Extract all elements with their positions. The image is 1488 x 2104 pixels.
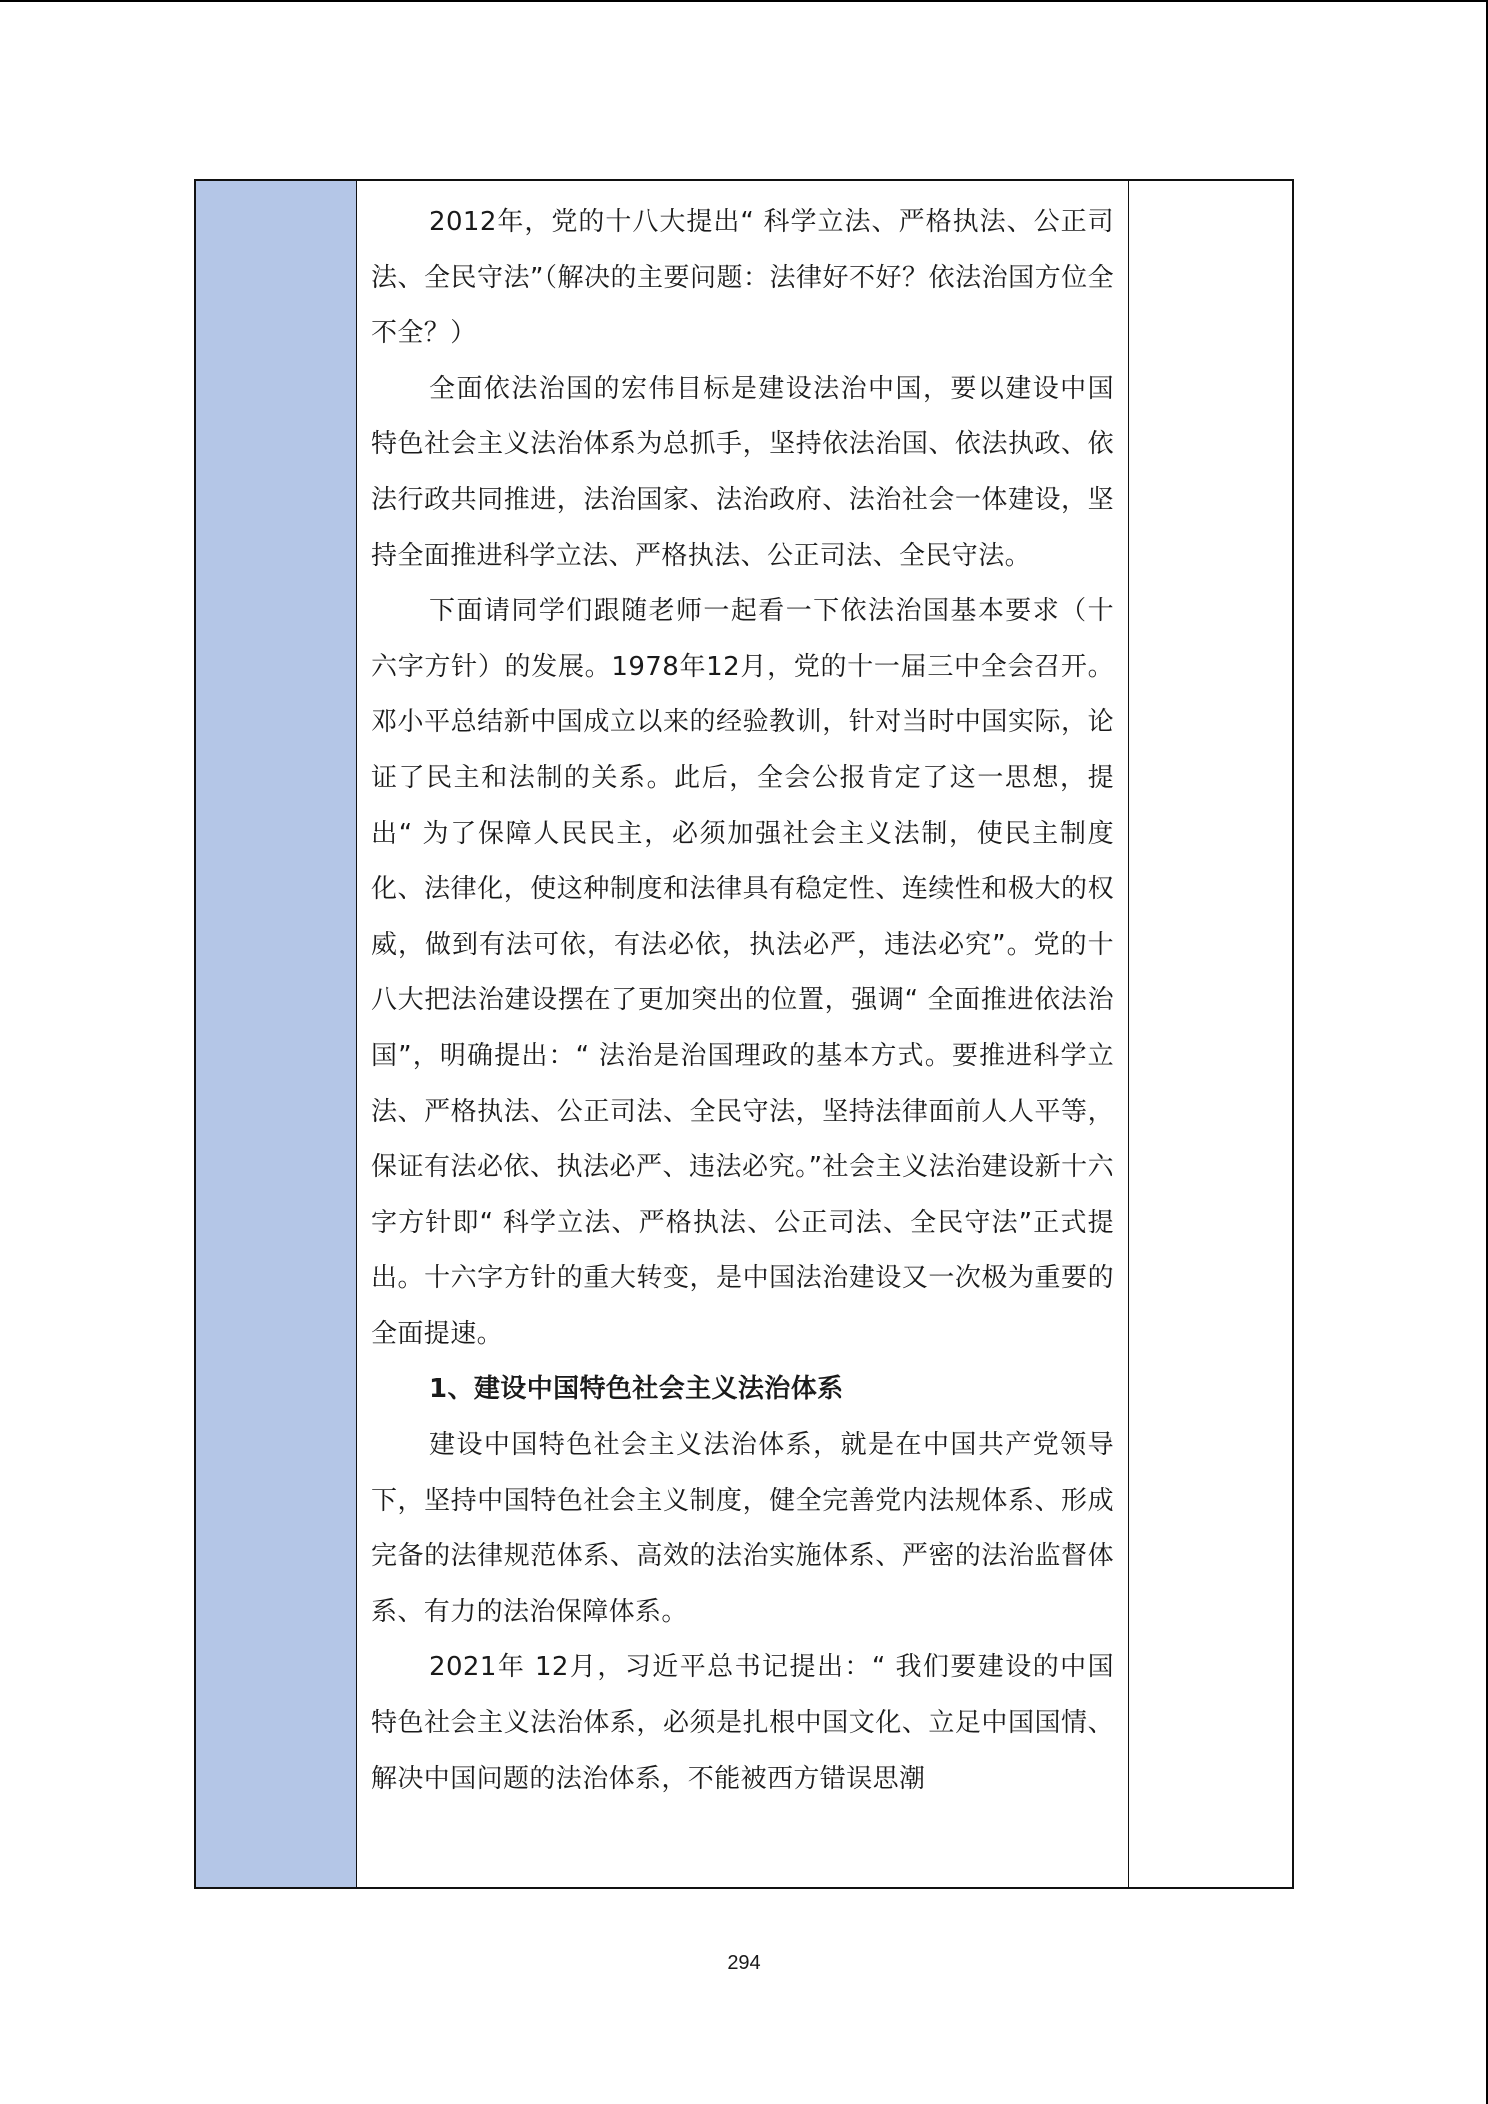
paragraph-sixteen-character-policy: 下面请同学们跟随老师一起看一下依法治国基本要求（十六字方针）的发展。1978年12月，党的十一届三中全会召开。邓小平总结新中国成立以来的经验教训，针对当时中国实际，论证了民主和法制的关系。此后，全会公报肯定了这一思想，提出“ 为了保障人民民主，必须加强社会主义法制，使民主制度化、法律化，使这种制度和法律具有稳定性、连续性和极大的权威，做到有法可依，有法必依，执法必严，违法必究”。党的十八大把法治建设摆在了更加突出的位置，强调“ 全面推进依法治国”，明确提出：“ 法治是治国理政的基本方式。要推进科学立法、严格执法、公正司法、全民守法，坚持法律面前人人平等，保证有法必依、执法必严、违法必究。”社会主义法治建设新十六字方针即“ 科学立法、严格执法、公正司法、全民守法”正式提出。十六字方针的重大转变，是中国法治建设又一次极为重要的全面提速。	[371, 596, 1114, 1349]
paragraph-rule-of-law-goal: 全面依法治国的宏伟目标是建设法治中国，要以建设中国特色社会主义法治体系为总抓手，坚持依法治国、依法执政、依法行政共同推进，法治国家、法治政府、法治社会一体建设，坚持全面推进科学立法、严格执法、公正司法、全民守法。	[371, 373, 1114, 571]
table-left-column	[196, 181, 357, 1887]
paragraph-2012-congress: 2012年，党的十八大提出“ 科学立法、严格执法、公正司法、全民守法”（解决的主要问题：法律好不好？依法治国方位全不全？）	[371, 207, 1114, 349]
table-right-column	[1129, 181, 1292, 1887]
page-top-edge	[0, 0, 1488, 2]
paragraph-legal-system: 建设中国特色社会主义法治体系，就是在中国共产党领导下，坚持中国特色社会主义制度，健全完善党内法规体系、形成完备的法律规范体系、高效的法治实施体系、严密的法治监督体系、有力的法治保障体系。	[371, 1430, 1114, 1627]
paragraph-2021-remarks: 2021年 12月，习近平总书记提出：“ 我们要建设的中国特色社会主义法治体系，必须是扎根中国文化、立足中国国情、解决中国问题的法治体系，不能被西方错误思潮	[371, 1652, 1114, 1794]
page-number: 294	[727, 1952, 761, 1974]
section-heading: 1、建设中国特色社会主义法治体系	[429, 1374, 844, 1405]
lesson-table	[194, 179, 1294, 1889]
table-content-column	[357, 181, 1129, 1887]
